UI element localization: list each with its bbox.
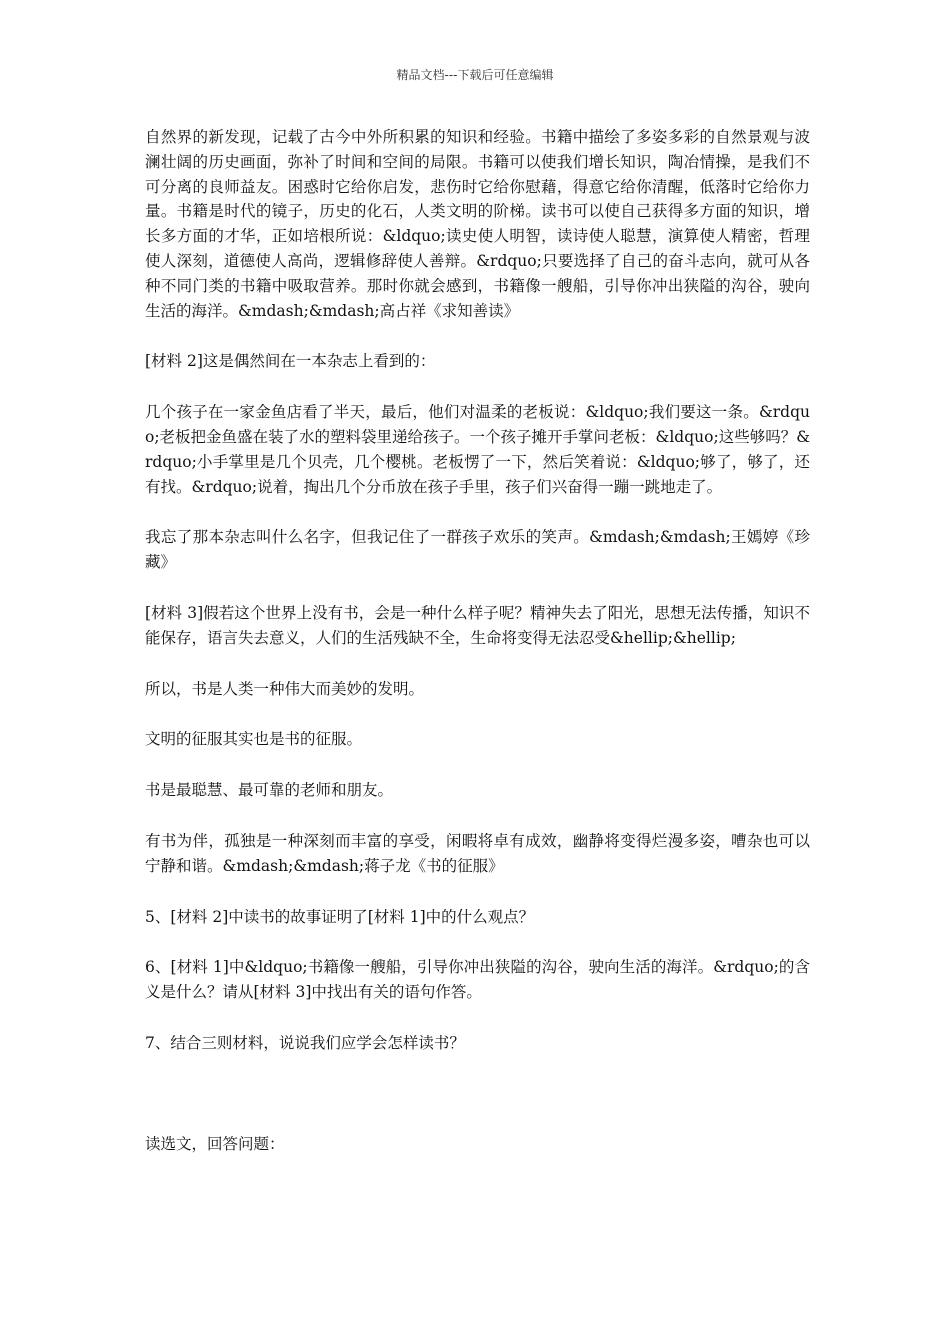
question-6: 6、[材料 1]中&ldquo;书籍像一艘船，引导你冲出狭隘的沟谷，驶向生活的海洋。&rdquo;的含义是什么？请从[材料 3]中找出有关的语句作答。 — [145, 958, 810, 1002]
reading-instruction: 读选文，回答问题： — [145, 1134, 285, 1153]
paragraph-material-2-intro: [材料 2]这是偶然间在一本杂志上看到的： — [145, 352, 436, 371]
document-body — [145, 125, 810, 1183]
paragraph-material-3-intro: [材料 3]假若这个世界上没有书，会是一种什么样子呢？精神失去了阳光，思想无法传播，知识不能保存，语言失去意义，人们的生活残缺不全，生命将变得无法忍受&hellip;&hellip; — [145, 603, 810, 647]
paragraph-civilization-conquest: 文明的征服其实也是书的征服。 — [145, 730, 363, 749]
paragraph-book-companion: 有书为伴，孤独是一种深刻而丰富的享受，闲暇将卓有成效，幽静将变得烂漫多姿，嘈杂也可以宁静和谐。&mdash;&mdash;蒋子龙《书的征服》 — [145, 831, 810, 875]
question-5: 5、[材料 2]中读书的故事证明了[材料 1]中的什么观点？ — [145, 907, 535, 926]
paragraph-material-2-closing: 我忘了那本杂志叫什么名字，但我记住了一群孩子欢乐的笑声。&mdash;&mdash;王嫣婷《珍藏》 — [145, 528, 810, 572]
question-7: 7、结合三则材料，说说我们应学会怎样读书？ — [145, 1033, 465, 1052]
paragraph-book-invention: 所以，书是人类一种伟大而美妙的发明。 — [145, 679, 425, 698]
page-header: 精品文档---下载后可任意编辑 — [396, 68, 554, 82]
paragraph-teacher-friend: 书是最聪慧、最可靠的老师和朋友。 — [145, 781, 394, 800]
paragraph-goldfish-story: 几个孩子在一家金鱼店看了半天，最后，他们对温柔的老板说：&ldquo;我们要这一条。&rdquo;老板把金鱼盛在装了水的塑料袋里递给孩子。一个孩子摊开手掌问老板：&ldquo;这些够吗？&rdquo;小手掌里是几个贝壳，几个樱桃。老板愣了一下，然后笑着说：&ldquo;够了，够了，还有找。&rdquo;说着，掏出几个分币放在孩子手里，孩子们兴奋得一蹦一跳地走了。 — [145, 403, 810, 496]
paragraph-material-1-excerpt: 自然界的新发现，记载了古今中外所积累的知识和经验。书籍中描绘了多姿多彩的自然景观与波澜壮阔的历史画面，弥补了时间和空间的局限。书籍可以使我们增长知识，陶冶情操，是我们不可分离的良师益友。困惑时它给你启发，悲伤时它给你慰藉，得意它给你清醒，低落时它给你力量。书籍是时代的镜子，历史的化石，人类文明的阶梯。读书可以使自己获得多方面的知识，增长多方面的才华，正如培根所说：&ldquo;读史使人明智，读诗使人聪慧，演算使人精密，哲理使人深刻，道德使人高尚，逻辑修辞使人善辩。&rdquo;只要选择了自己的奋斗志向，就可从各种不同门类的书籍中吸取营养。那时你就会感到，书籍像一艘船，引导你冲出狭隘的沟谷，驶向生活的海洋。&mdash;&mdash;高占祥《求知善读》 — [145, 128, 810, 320]
